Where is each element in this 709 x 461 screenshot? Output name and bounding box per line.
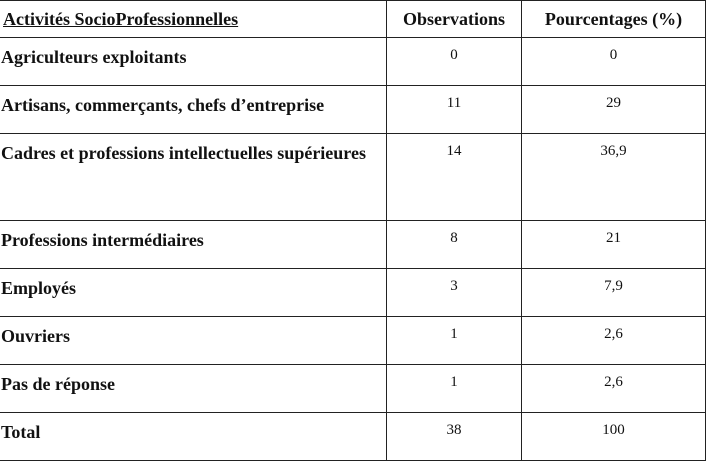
- row-observations: 8: [387, 221, 522, 269]
- row-category: Ouvriers: [0, 317, 387, 365]
- row-pourcentage: 2,6: [522, 317, 706, 365]
- total-observations: 38: [387, 413, 522, 461]
- row-observations: 3: [387, 269, 522, 317]
- total-row: [0, 413, 706, 461]
- table-row: [0, 134, 706, 221]
- row-category: Pas de réponse: [0, 365, 387, 413]
- row-observations: 1: [387, 317, 522, 365]
- total-pourcentage: 100: [522, 413, 706, 461]
- header-pourcentages: Pourcentages (%): [522, 1, 706, 38]
- total-label: Total: [0, 413, 387, 461]
- row-pourcentage: 2,6: [522, 365, 706, 413]
- table-row: [0, 269, 706, 317]
- row-observations: 0: [387, 38, 522, 86]
- row-observations: 1: [387, 365, 522, 413]
- table-row: [0, 38, 706, 86]
- row-observations: 11: [387, 86, 522, 134]
- table-row: [0, 86, 706, 134]
- table-row: [0, 365, 706, 413]
- header-row: [0, 1, 706, 38]
- row-category: Artisans, commerçants, chefs d’entreprise: [0, 86, 387, 134]
- table-row: [0, 317, 706, 365]
- row-observations: 14: [387, 134, 522, 221]
- row-category: Professions intermédiaires: [0, 221, 387, 269]
- row-pourcentage: 0: [522, 38, 706, 86]
- row-category: Employés: [0, 269, 387, 317]
- row-pourcentage: 29: [522, 86, 706, 134]
- row-pourcentage: 36,9: [522, 134, 706, 221]
- row-category: Agriculteurs exploitants: [0, 38, 387, 86]
- header-activites: Activités SocioProfessionnelles: [0, 1, 387, 38]
- row-pourcentage: 7,9: [522, 269, 706, 317]
- header-observations: Observations: [387, 1, 522, 38]
- row-pourcentage: 21: [522, 221, 706, 269]
- row-category: Cadres et professions intellectuelles supérieures: [0, 134, 387, 221]
- table-row: [0, 221, 706, 269]
